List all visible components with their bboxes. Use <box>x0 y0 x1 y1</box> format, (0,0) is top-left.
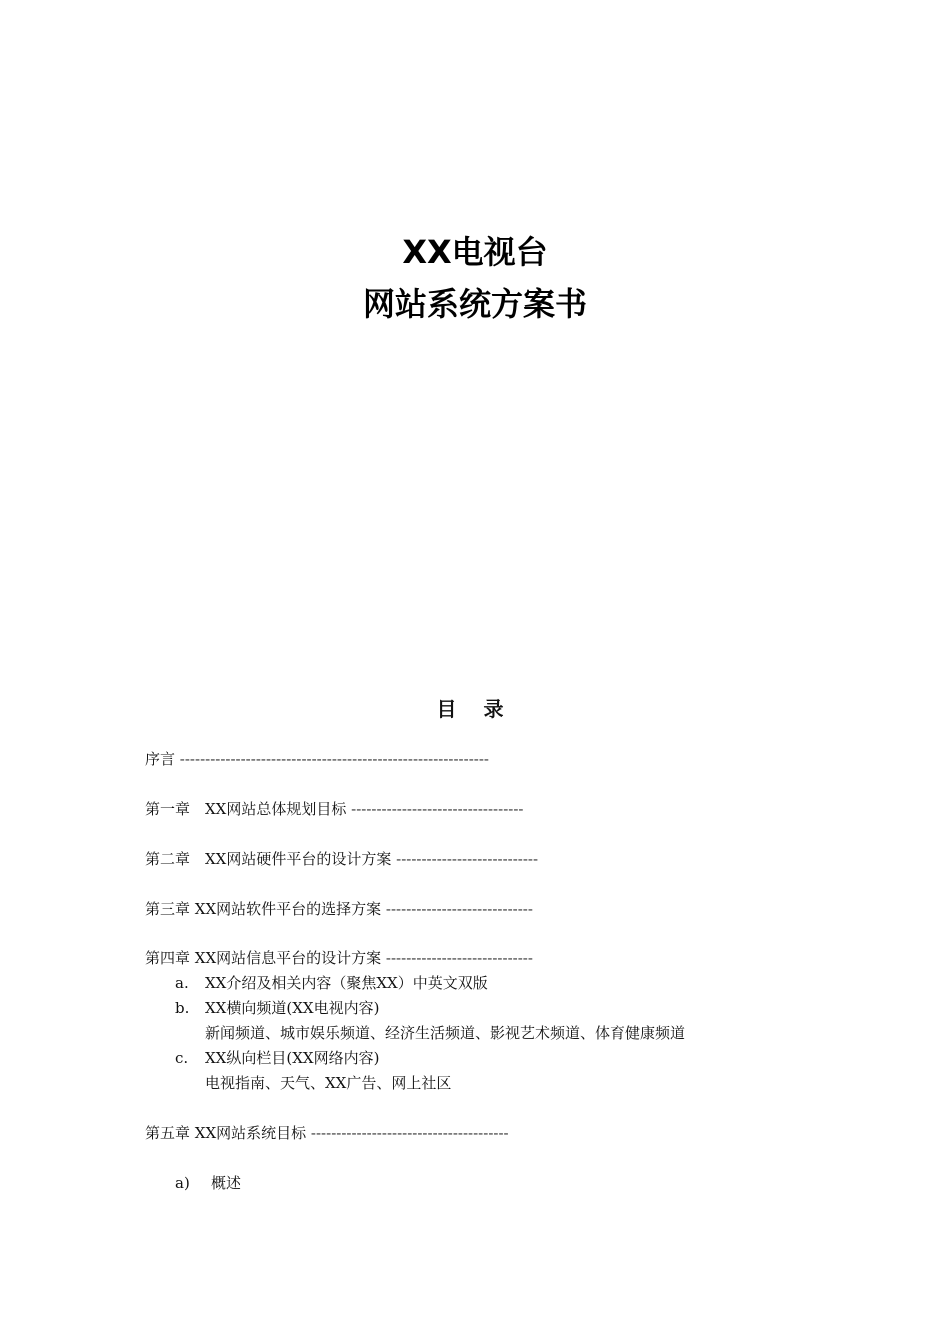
toc-entry-label: 第三章 XX网站软件平台的选择方案 <box>145 900 382 918</box>
toc-entry-chapter-5[interactable] <box>145 1122 509 1144</box>
toc-subitem-overview[interactable] <box>175 1172 241 1194</box>
toc-leader: ------------------------------------------------------------- <box>179 750 489 768</box>
toc-leader: ---------------------------------- <box>351 800 524 818</box>
toc-entry-chapter-3[interactable] <box>145 898 533 920</box>
toc-subitem-b[interactable] <box>175 997 379 1019</box>
title-line-2: 网站系统方案书 <box>362 285 587 323</box>
toc-entry-chapter-1[interactable] <box>145 798 523 820</box>
toc-subitem-text: XX纵向栏目(XX网络内容) <box>205 1049 380 1067</box>
toc-entry-label: 第四章 XX网站信息平台的设计方案 <box>145 949 382 967</box>
list-marker: b. <box>175 999 190 1017</box>
toc-entry-chapter-2[interactable] <box>145 848 538 870</box>
toc-subitem-c-detail: 电视指南、天气、XX广告、网上社区 <box>205 1074 452 1092</box>
toc-entry-label: 第二章 XX网站硬件平台的设计方案 <box>145 850 392 868</box>
toc-entry-label: 序言 <box>145 750 176 768</box>
toc-leader: ----------------------------- <box>385 900 533 918</box>
toc-subitem-text: XX横向频道(XX电视内容) <box>205 999 380 1017</box>
list-marker: c. <box>175 1049 189 1067</box>
toc-leader: ----------------------------- <box>385 949 533 967</box>
toc-heading: 目 录 <box>436 697 514 721</box>
toc-subitem-a[interactable] <box>175 972 488 994</box>
document-title <box>0 226 950 330</box>
toc-entry-chapter-4[interactable] <box>145 947 533 969</box>
toc-entry-preface[interactable] <box>145 748 489 770</box>
toc-leader: --------------------------------------- <box>310 1124 509 1142</box>
toc-subitem-text: XX介绍及相关内容（聚焦XX）中英文双版 <box>205 974 488 992</box>
list-marker: a. <box>175 974 189 992</box>
title-line-1: XX电视台 <box>402 233 548 271</box>
toc-entry-label: 第五章 XX网站系统目标 <box>145 1124 307 1142</box>
toc-entry-label: 第一章 XX网站总体规划目标 <box>145 800 347 818</box>
toc-subitem-c[interactable] <box>175 1047 379 1069</box>
toc-leader: ---------------------------- <box>396 850 539 868</box>
list-marker: a) <box>175 1174 190 1192</box>
toc-subitem-text: 概述 <box>211 1174 242 1192</box>
toc-subitem-b-detail: 新闻频道、城市娱乐频道、经济生活频道、影视艺术频道、体育健康频道 <box>205 1024 686 1042</box>
